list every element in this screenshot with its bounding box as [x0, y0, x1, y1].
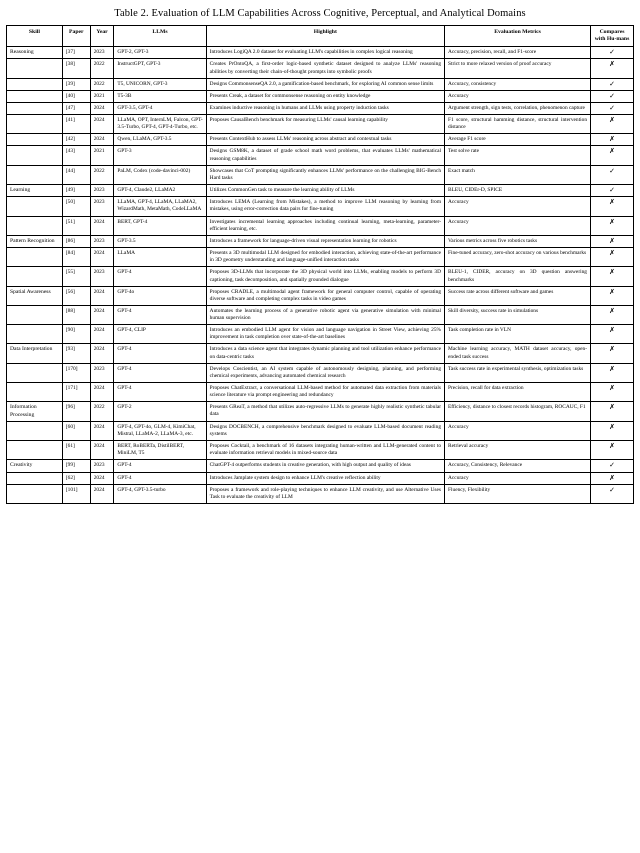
check-icon: ✓	[591, 90, 634, 102]
cell-paper-reference[interactable]: [49]	[62, 184, 90, 196]
cell-skill	[7, 248, 63, 267]
cross-icon: ✗	[591, 59, 634, 78]
cell-evaluation-metrics: Accuracy, Consistency, Relevance	[445, 460, 591, 472]
cell-evaluation-metrics: Machine learning accuracy, MATH dataset accuracy, open-ended task success	[445, 344, 591, 363]
cell-llms: GPT-4o	[114, 286, 206, 305]
cell-evaluation-metrics: Accuracy, precision, recall, and F1-score	[445, 47, 591, 59]
table-row	[7, 472, 634, 484]
cell-paper-reference[interactable]: [99]	[62, 460, 90, 472]
cell-highlight: Designs DOCBENCH, a comprehensive benchmark designed to evaluate LLM-based document reading systems	[206, 421, 444, 440]
cell-evaluation-metrics: Fine-tuned accuracy, zero-shot accuracy on various benchmarks	[445, 248, 591, 267]
cell-llms: GPT-4	[114, 305, 206, 324]
cell-llms: BERT, GPT-4	[114, 216, 206, 235]
table-body	[7, 47, 634, 504]
table-row	[7, 47, 634, 59]
cell-llms: InstructGPT, GPT-3	[114, 59, 206, 78]
cell-year: 2023	[90, 235, 114, 247]
cell-year: 2022	[90, 78, 114, 90]
cell-skill	[7, 305, 63, 324]
table-row	[7, 134, 634, 146]
cell-skill: Reasoning	[7, 47, 63, 59]
cell-paper-reference[interactable]: [44]	[62, 165, 90, 184]
cell-llms: T5-3B	[114, 90, 206, 102]
check-icon: ✓	[591, 102, 634, 114]
column-header-llms: LLMs	[114, 26, 206, 47]
cell-highlight: Introduces a data science agent that integrates dynamic planning and tool utilization enhance performance on data-centric tasks	[206, 344, 444, 363]
cell-evaluation-metrics: BLEU, CIDEr-D, SPICE	[445, 184, 591, 196]
cell-paper-reference[interactable]: [90]	[62, 325, 90, 344]
cell-skill: Data Interpretation	[7, 344, 63, 363]
cell-year: 2024	[90, 134, 114, 146]
cross-icon: ✗	[591, 235, 634, 247]
cell-highlight: Introduces Jamplate system design to enhance LLM's creative reflection ability	[206, 472, 444, 484]
check-icon: ✓	[591, 484, 634, 503]
cell-evaluation-metrics: Accuracy	[445, 197, 591, 216]
cell-year: 2024	[90, 344, 114, 363]
table-row	[7, 165, 634, 184]
cell-paper-reference[interactable]: [60]	[62, 421, 90, 440]
cell-evaluation-metrics: Task success rate in experimental synthesis, optimization tasks	[445, 363, 591, 382]
cross-icon: ✗	[591, 363, 634, 382]
column-header-compares-with-humans: Compares with Hu-mans	[591, 26, 634, 47]
cell-llms: GPT-3.5, GPT-4	[114, 102, 206, 114]
cell-year: 2024	[90, 102, 114, 114]
cell-skill	[7, 102, 63, 114]
cell-paper-reference[interactable]: [47]	[62, 102, 90, 114]
cell-evaluation-metrics: F1 score, structural hamming distance, structural intervention distance	[445, 115, 591, 134]
cell-skill: Spatial Awareness	[7, 286, 63, 305]
cross-icon: ✗	[591, 197, 634, 216]
cell-skill	[7, 115, 63, 134]
cell-highlight: Proposes Cocktail, a benchmark of 16 datasets integrating human-written and LLM-generated content to evaluate information retrieval models in mixed-source data	[206, 441, 444, 460]
cell-llms: BERT, RoBERTa, DistilBERT, MiniLM, T5	[114, 441, 206, 460]
table-row	[7, 305, 634, 324]
cell-evaluation-metrics: Precision, recall for data extraction	[445, 382, 591, 401]
cell-highlight: Presents ContextHub to assess LLMs' reasoning across abstract and contextual tasks	[206, 134, 444, 146]
cross-icon: ✗	[591, 325, 634, 344]
cross-icon: ✗	[591, 402, 634, 422]
check-icon: ✓	[591, 184, 634, 196]
cell-llms: GPT-4, CLIP	[114, 325, 206, 344]
table-row	[7, 286, 634, 305]
cell-evaluation-metrics: Task completion rate in VLN	[445, 325, 591, 344]
cell-skill	[7, 382, 63, 401]
table-row	[7, 344, 634, 363]
cell-highlight: Introduces an embodied LLM agent for vision and language navigation in Street View, achieving 25% improvement in task completion over state-of-the-art baselines	[206, 325, 444, 344]
cell-skill	[7, 146, 63, 165]
cell-highlight: Automates the learning process of a generative robotic agent via generative simulation with minimal human supervision	[206, 305, 444, 324]
cell-llms: GPT-3	[114, 146, 206, 165]
cell-evaluation-metrics: Average F1 score	[445, 134, 591, 146]
cell-highlight: Introduces LogiQA 2.0 dataset for evaluating LLM's capabilities in complex logical reasoning	[206, 47, 444, 59]
cell-year: 2023	[90, 460, 114, 472]
cross-icon: ✗	[591, 382, 634, 401]
cell-llms: GPT-2	[114, 402, 206, 422]
cell-skill	[7, 441, 63, 460]
cell-llms: Qwen, LLaMA, GPT-3.5	[114, 134, 206, 146]
cell-llms: PaLM, Codex (code-davinci-002)	[114, 165, 206, 184]
cell-evaluation-metrics: Accuracy	[445, 216, 591, 235]
cross-icon: ✗	[591, 305, 634, 324]
cell-highlight: Develops Coscientist, an AI system capable of autonomously designing, planning, and performing chemical experiments, advancing automated chemical research	[206, 363, 444, 382]
cell-year: 2024	[90, 248, 114, 267]
cell-skill	[7, 59, 63, 78]
cell-highlight: Presents Creak, a dataset for commonsense reasoning on entity knowledge	[206, 90, 444, 102]
cell-evaluation-metrics: Accuracy	[445, 472, 591, 484]
cell-paper-reference[interactable]: [170]	[62, 363, 90, 382]
cell-year: 2023	[90, 267, 114, 286]
cell-paper-reference[interactable]: [96]	[62, 402, 90, 422]
table-header	[7, 26, 634, 47]
cell-year: 2022	[90, 402, 114, 422]
cell-skill	[7, 216, 63, 235]
table-row	[7, 325, 634, 344]
cell-llms: GPT-4, GPT-3.5-turbo	[114, 484, 206, 503]
cell-year: 2024	[90, 286, 114, 305]
column-header-paper: Paper	[62, 26, 90, 47]
cell-highlight: Introduces LEMA (Learning from Mistakes), a method to improve LLM reasoning by learning from mistakes, using error-correction data pairs for fine-tuning	[206, 197, 444, 216]
cell-paper-reference[interactable]: [55]	[62, 267, 90, 286]
cell-skill	[7, 90, 63, 102]
table-row	[7, 363, 634, 382]
cell-year: 2024	[90, 115, 114, 134]
cell-paper-reference[interactable]: [51]	[62, 216, 90, 235]
table-row	[7, 102, 634, 114]
cell-skill	[7, 165, 63, 184]
table-row	[7, 184, 634, 196]
cross-icon: ✗	[591, 248, 634, 267]
cell-skill: Pattern Recognition	[7, 235, 63, 247]
cell-evaluation-metrics: Various metrics across five robotics tasks	[445, 235, 591, 247]
cell-year: 2024	[90, 305, 114, 324]
cell-paper-reference[interactable]: [40]	[62, 90, 90, 102]
check-icon: ✓	[591, 47, 634, 59]
table-row	[7, 197, 634, 216]
cell-llms: LLaMA, GPT-4, LLaMA, LLaMA2, WizardMath, MetaMath, CodeLLaMA	[114, 197, 206, 216]
cell-year: 2021	[90, 90, 114, 102]
cell-year: 2024	[90, 216, 114, 235]
cell-highlight: Utilizes CommonGen task to measure the learning ability of LLMs	[206, 184, 444, 196]
cell-evaluation-metrics: Success rate across different software and games	[445, 286, 591, 305]
column-header-highlight: Highlight	[206, 26, 444, 47]
cell-highlight: Examines inductive reasoning in humans and LLMs using property induction tasks	[206, 102, 444, 114]
table-row	[7, 402, 634, 422]
cell-highlight: Introduces a framework for language-driven visual representation learning for robotics	[206, 235, 444, 247]
evaluation-table	[6, 25, 634, 504]
cell-paper-reference[interactable]: [38]	[62, 59, 90, 78]
cell-llms: T5, UNICORN, GPT-3	[114, 78, 206, 90]
cell-highlight: Investigates incremental learning approaches including continual learning, meta-learning, parameter-efficient learning, etc.	[206, 216, 444, 235]
table-row	[7, 267, 634, 286]
cell-highlight: ChatGPT-4 outperforms students in creative generation, with high output and quality of ideas	[206, 460, 444, 472]
cell-paper-reference[interactable]: [37]	[62, 47, 90, 59]
cell-year: 2024	[90, 441, 114, 460]
cell-highlight: Proposes ChatExtract, a conversational LLM-based method for automated data extraction from materials science literature via prompt engineering and redundancy	[206, 382, 444, 401]
cell-year: 2024	[90, 472, 114, 484]
cell-skill: Creativity	[7, 460, 63, 472]
cell-year: 2022	[90, 165, 114, 184]
cell-paper-reference[interactable]: [41]	[62, 115, 90, 134]
cell-skill	[7, 267, 63, 286]
cell-paper-reference[interactable]: [171]	[62, 382, 90, 401]
cell-skill: Learning	[7, 184, 63, 196]
cell-evaluation-metrics: Retrieval accuracy	[445, 441, 591, 460]
cell-skill	[7, 421, 63, 440]
cross-icon: ✗	[591, 216, 634, 235]
cell-paper-reference[interactable]: [43]	[62, 146, 90, 165]
table-row	[7, 90, 634, 102]
cross-icon: ✗	[591, 286, 634, 305]
check-icon: ✓	[591, 78, 634, 90]
cell-evaluation-metrics: Fluency, Flexibility	[445, 484, 591, 503]
cell-skill	[7, 78, 63, 90]
cell-paper-reference[interactable]: [50]	[62, 197, 90, 216]
cell-llms: GPT-4	[114, 344, 206, 363]
cell-skill: Information Processing	[7, 402, 63, 422]
cell-year: 2024	[90, 421, 114, 440]
table-row	[7, 59, 634, 78]
table-row	[7, 421, 634, 440]
cell-paper-reference[interactable]: [86]	[62, 235, 90, 247]
table-header-row	[7, 26, 634, 47]
cell-year: 2021	[90, 146, 114, 165]
cell-highlight: Creates PrOntoQA, a first-order logic-based synthetic dataset designed to analyze LLMs' reasoning abilities by converting their chain-of-thought prompts into symbolic proofs	[206, 59, 444, 78]
table-row	[7, 484, 634, 503]
cell-skill	[7, 134, 63, 146]
cell-llms: GPT-4	[114, 382, 206, 401]
cell-evaluation-metrics: Accuracy, consistency	[445, 78, 591, 90]
table-row	[7, 115, 634, 134]
cell-skill	[7, 197, 63, 216]
column-header-skill: Skill	[7, 26, 63, 47]
table-row	[7, 248, 634, 267]
table-row	[7, 146, 634, 165]
table-row	[7, 382, 634, 401]
cell-evaluation-metrics: Skill diversity, success rate in simulations	[445, 305, 591, 324]
cell-skill	[7, 363, 63, 382]
cell-evaluation-metrics: Test solve rate	[445, 146, 591, 165]
cell-llms: GPT-4, Claude2, LLaMA2	[114, 184, 206, 196]
cross-icon: ✗	[591, 344, 634, 363]
cross-icon: ✗	[591, 441, 634, 460]
cell-year: 2023	[90, 363, 114, 382]
cross-icon: ✗	[591, 115, 634, 134]
cross-icon: ✗	[591, 267, 634, 286]
cross-icon: ✗	[591, 421, 634, 440]
table-row	[7, 441, 634, 460]
cell-highlight: Proposes a framework and role-playing techniques to enhance LLM creativity, and use Alternative Uses Task to evaluate the creativity of LLM	[206, 484, 444, 503]
cell-llms: GPT-4	[114, 460, 206, 472]
cell-evaluation-metrics: Argument strength, sign tests, correlation, phenomenon capture	[445, 102, 591, 114]
cell-paper-reference[interactable]: [61]	[62, 441, 90, 460]
table-row	[7, 460, 634, 472]
cell-highlight: Presents GReaT, a method that utilizes auto-regressive LLMs to generate highly realistic synthetic tabular data	[206, 402, 444, 422]
cell-highlight: Designs GSM8K, a dataset of grade school math word problems, that evaluates LLMs' mathematical reasoning capabilities	[206, 146, 444, 165]
cell-paper-reference[interactable]: [39]	[62, 78, 90, 90]
table-row	[7, 78, 634, 90]
cell-llms: GPT-4, GPT-4o, GLM-4, KimiChat, Mistral, LLaMA-2, LLaMA-3, etc.	[114, 421, 206, 440]
cell-highlight: Presents a 3D multimodal LLM designed for embodied interaction, achieving state-of-the-art performance in 3D geometry understanding and language-unified interaction tasks	[206, 248, 444, 267]
column-header-year: Year	[90, 26, 114, 47]
table-row	[7, 235, 634, 247]
cell-evaluation-metrics: BLEU-1, CIDER, accuracy on 3D question answering benchmarks	[445, 267, 591, 286]
cell-llms: GPT-4	[114, 472, 206, 484]
cell-year: 2022	[90, 59, 114, 78]
table-row	[7, 216, 634, 235]
cell-year: 2023	[90, 197, 114, 216]
cell-highlight: Proposes 3D-LLMs that incorporate the 3D physical world into LLMs, enabling models to perform 3D captioning, task decomposition, and spatially grounded dialogue	[206, 267, 444, 286]
cell-evaluation-metrics: Efficiency, distance to closest records histogram, ROCAUC, F1	[445, 402, 591, 422]
cell-year: 2024	[90, 382, 114, 401]
cell-paper-reference[interactable]: [93]	[62, 344, 90, 363]
table-caption: Table 2. Evaluation of LLM Capabilities Across Cognitive, Perceptual, and Analytical Domains	[114, 8, 526, 19]
cell-paper-reference[interactable]: [62]	[62, 472, 90, 484]
cell-llms: GPT-4	[114, 267, 206, 286]
cell-evaluation-metrics: Strict to more relaxed version of proof accuracy	[445, 59, 591, 78]
cell-skill	[7, 484, 63, 503]
cross-icon: ✗	[591, 146, 634, 165]
cell-llms: GPT-2, GPT-3	[114, 47, 206, 59]
cell-llms: GPT-3.5	[114, 235, 206, 247]
cell-highlight: Designs CommonsenseQA 2.0, a gamification-based benchmark, for exploring AI common sense limits	[206, 78, 444, 90]
cell-evaluation-metrics: Accuracy	[445, 90, 591, 102]
check-icon: ✓	[591, 165, 634, 184]
cell-year: 2024	[90, 325, 114, 344]
cell-highlight: Proposes CausalBench benchmark for measuring LLMs' causal learning capability	[206, 115, 444, 134]
cell-highlight: Showcases that CoT prompting significantly enhances LLMs' performance on the challenging BIG-Bench Hard tasks	[206, 165, 444, 184]
cell-evaluation-metrics: Exact match	[445, 165, 591, 184]
cell-year: 2023	[90, 47, 114, 59]
cell-paper-reference[interactable]: [88]	[62, 305, 90, 324]
cell-evaluation-metrics: Accuracy	[445, 421, 591, 440]
cross-icon: ✗	[591, 134, 634, 146]
cross-icon: ✗	[591, 472, 634, 484]
check-icon: ✓	[591, 460, 634, 472]
cell-paper-reference[interactable]: [56]	[62, 286, 90, 305]
cell-llms: LLaMA	[114, 248, 206, 267]
cell-paper-reference[interactable]: [101]	[62, 484, 90, 503]
cell-year: 2023	[90, 184, 114, 196]
cell-llms: LLaMA, OPT, InternLM, Falcon, GPT-3.5-Turbo, GPT-4, GPT-4-Turbo, etc.	[114, 115, 206, 134]
cell-paper-reference[interactable]: [84]	[62, 248, 90, 267]
cell-highlight: Proposes CRADLE, a multimodal agent framework for general computer control, capable of operating diverse software and completing complex tasks in video games	[206, 286, 444, 305]
cell-llms: GPT-4	[114, 363, 206, 382]
cell-skill	[7, 325, 63, 344]
cell-year: 2024	[90, 484, 114, 503]
cell-paper-reference[interactable]: [42]	[62, 134, 90, 146]
cell-skill	[7, 472, 63, 484]
column-header-evaluation-metrics: Evaluation Metrics	[445, 26, 591, 47]
